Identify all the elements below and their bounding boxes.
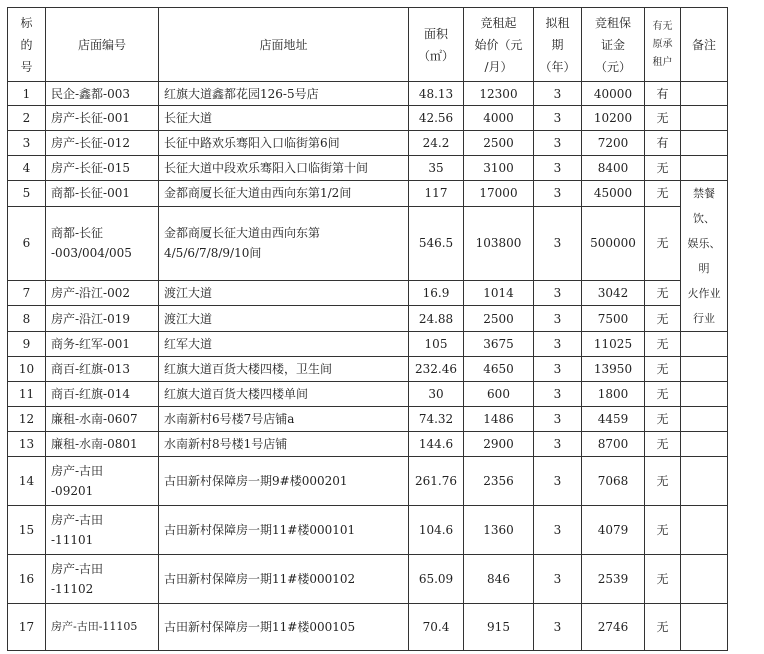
cell-code <box>46 506 159 555</box>
cell-address <box>159 280 409 306</box>
cell-address-line: 金都商厦长征大道由西向东第1/2间 <box>164 186 352 201</box>
cell-start-price: 2500 <box>464 131 534 156</box>
cell-area: 24.2 <box>409 131 464 156</box>
remark-line: 禁餐饮、 <box>693 187 715 225</box>
cell-period: 3 <box>534 306 582 332</box>
cell-deposit: 500000 <box>582 206 645 280</box>
cell-period: 3 <box>534 82 582 106</box>
cell-code <box>46 457 159 506</box>
cell-code-line: 商都-长征 <box>51 226 104 241</box>
cell-code <box>46 604 159 651</box>
cell-start-price: 12300 <box>464 82 534 106</box>
cell-code <box>46 82 159 106</box>
cell-deposit: 4079 <box>582 506 645 555</box>
cell-original-tenant: 无 <box>645 357 681 382</box>
cell-period: 3 <box>534 457 582 506</box>
cell-period: 3 <box>534 131 582 156</box>
cell-original-tenant: 无 <box>645 181 681 207</box>
cell-start-price: 17000 <box>464 181 534 207</box>
cell-address-line: 渡江大道 <box>164 311 213 326</box>
header-no: 标 的 号 <box>8 8 46 82</box>
cell-no: 3 <box>8 131 46 156</box>
header-period: 拟租 期 （年） <box>534 8 582 82</box>
table-row <box>8 432 728 457</box>
cell-address <box>159 206 409 280</box>
cell-address <box>159 457 409 506</box>
cell-code-line: 商都-长征-001 <box>51 186 131 201</box>
cell-address-line: 长征大道中段欢乐骞阳入口临街第十间 <box>164 161 369 175</box>
cell-start-price: 600 <box>464 382 534 407</box>
cell-code-line: 房产-长征-001 <box>51 111 131 125</box>
cell-original-tenant: 无 <box>645 506 681 555</box>
cell-address-line: 古田新村保障房一期11#楼000105 <box>164 620 356 634</box>
cell-code <box>46 156 159 181</box>
cell-start-price: 2900 <box>464 432 534 457</box>
cell-code <box>46 382 159 407</box>
cell-code <box>46 332 159 357</box>
cell-no: 6 <box>8 206 46 280</box>
cell-start-price: 2356 <box>464 457 534 506</box>
cell-area: 70.4 <box>409 604 464 651</box>
cell-address-line: 古田新村保障房一期9#楼000201 <box>164 474 348 488</box>
cell-address <box>159 332 409 357</box>
cell-remark-empty <box>681 131 728 156</box>
cell-area: 42.56 <box>409 106 464 131</box>
cell-address-line: 渡江大道 <box>164 285 213 300</box>
cell-original-tenant: 无 <box>645 332 681 357</box>
cell-address-line: 红旗大道百货大楼四楼单间 <box>164 387 309 401</box>
cell-period: 3 <box>534 106 582 131</box>
cell-deposit: 7068 <box>582 457 645 506</box>
cell-code-line: 民企-鑫都-003 <box>51 86 131 101</box>
cell-area: 546.5 <box>409 206 464 280</box>
cell-no: 13 <box>8 432 46 457</box>
cell-remark-empty <box>681 432 728 457</box>
table-row <box>8 181 728 207</box>
cell-address-line: 4/5/6/7/8/9/10间 <box>164 246 262 261</box>
cell-start-price: 4650 <box>464 357 534 382</box>
cell-original-tenant: 有 <box>645 131 681 156</box>
cell-code <box>46 106 159 131</box>
remark-line: 火作业 <box>687 287 721 300</box>
cell-no: 8 <box>8 306 46 332</box>
cell-deposit: 2539 <box>582 555 645 604</box>
cell-remark-empty <box>681 106 728 131</box>
cell-code-line: 房产-古田 <box>51 464 104 478</box>
cell-code-line: 房产-古田 <box>51 562 104 576</box>
cell-address-line: 长征中路欢乐骞阳入口临街第6间 <box>164 136 340 150</box>
cell-period: 3 <box>534 357 582 382</box>
cell-deposit: 11025 <box>582 332 645 357</box>
cell-no: 11 <box>8 382 46 407</box>
cell-period: 3 <box>534 382 582 407</box>
cell-no: 10 <box>8 357 46 382</box>
cell-remark-empty <box>681 506 728 555</box>
remark-line: 娱乐、明 <box>687 237 721 275</box>
header-area: 面积 （㎡） <box>409 8 464 82</box>
cell-address <box>159 131 409 156</box>
cell-no: 9 <box>8 332 46 357</box>
cell-address <box>159 306 409 332</box>
cell-code <box>46 306 159 332</box>
cell-remark-empty <box>681 156 728 181</box>
cell-no: 1 <box>8 82 46 106</box>
cell-start-price: 846 <box>464 555 534 604</box>
cell-code-line: 商百-红旗-014 <box>51 387 131 401</box>
cell-no: 14 <box>8 457 46 506</box>
header-original-tenant: 有无 原承 租户 <box>645 8 681 82</box>
cell-area: 105 <box>409 332 464 357</box>
cell-area: 117 <box>409 181 464 207</box>
cell-area: 30 <box>409 382 464 407</box>
cell-code <box>46 432 159 457</box>
cell-period: 3 <box>534 506 582 555</box>
table-row <box>8 306 728 332</box>
cell-address-line: 红军大道 <box>164 337 213 351</box>
cell-address <box>159 357 409 382</box>
cell-area: 48.13 <box>409 82 464 106</box>
cell-original-tenant: 无 <box>645 382 681 407</box>
cell-original-tenant: 无 <box>645 604 681 651</box>
cell-deposit: 1800 <box>582 382 645 407</box>
cell-no: 4 <box>8 156 46 181</box>
cell-period: 3 <box>534 432 582 457</box>
cell-original-tenant: 无 <box>645 206 681 280</box>
cell-start-price: 4000 <box>464 106 534 131</box>
cell-remark-empty <box>681 407 728 432</box>
cell-code-line: 廉租-水南-0801 <box>51 437 138 451</box>
cell-start-price: 915 <box>464 604 534 651</box>
cell-deposit: 7200 <box>582 131 645 156</box>
cell-code-line: 房产-古田 <box>51 513 104 527</box>
cell-area: 24.88 <box>409 306 464 332</box>
cell-area: 144.6 <box>409 432 464 457</box>
cell-original-tenant: 无 <box>645 457 681 506</box>
cell-address-line: 古田新村保障房一期11#楼000101 <box>164 523 356 537</box>
cell-code <box>46 280 159 306</box>
cell-start-price: 1486 <box>464 407 534 432</box>
cell-address <box>159 156 409 181</box>
cell-area: 35 <box>409 156 464 181</box>
table-row <box>8 280 728 306</box>
table-wrapper <box>7 7 728 651</box>
cell-start-price: 3675 <box>464 332 534 357</box>
cell-code-line: -11102 <box>51 582 94 596</box>
cell-address-line: 水南新村8号楼1号店铺 <box>164 437 288 451</box>
cell-no: 7 <box>8 280 46 306</box>
cell-address-line: 长征大道 <box>164 111 213 125</box>
table-row <box>8 106 728 131</box>
header-address: 店面地址 <box>159 8 409 82</box>
table-row <box>8 131 728 156</box>
header-code: 店面编号 <box>46 8 159 82</box>
cell-start-price: 1014 <box>464 280 534 306</box>
cell-code-line: 房产-长征-015 <box>51 161 131 175</box>
cell-deposit: 45000 <box>582 181 645 207</box>
cell-area: 232.46 <box>409 357 464 382</box>
table-row <box>8 82 728 106</box>
cell-address <box>159 555 409 604</box>
cell-address <box>159 82 409 106</box>
cell-remark-empty <box>681 555 728 604</box>
cell-remark-empty <box>681 604 728 651</box>
cell-deposit: 2746 <box>582 604 645 651</box>
header-row <box>8 8 728 82</box>
cell-deposit: 13950 <box>582 357 645 382</box>
cell-deposit: 3042 <box>582 280 645 306</box>
cell-original-tenant: 有 <box>645 82 681 106</box>
cell-period: 3 <box>534 206 582 280</box>
cell-address <box>159 432 409 457</box>
cell-start-price: 2500 <box>464 306 534 332</box>
cell-address <box>159 604 409 651</box>
table-row <box>8 506 728 555</box>
cell-deposit: 7500 <box>582 306 645 332</box>
cell-code-line: 房产-沿江-019 <box>51 311 131 326</box>
table-body <box>8 82 728 651</box>
table-row <box>8 604 728 651</box>
cell-code-line: 商务-红军-001 <box>51 337 131 351</box>
cell-deposit: 40000 <box>582 82 645 106</box>
cell-remark <box>681 181 728 332</box>
cell-no: 16 <box>8 555 46 604</box>
cell-address <box>159 407 409 432</box>
table-row <box>8 156 728 181</box>
cell-period: 3 <box>534 280 582 306</box>
cell-code <box>46 357 159 382</box>
cell-code-line: 房产-沿江-002 <box>51 285 131 300</box>
cell-address <box>159 382 409 407</box>
cell-address <box>159 106 409 131</box>
cell-deposit: 8400 <box>582 156 645 181</box>
cell-no: 5 <box>8 181 46 207</box>
table-row <box>8 407 728 432</box>
cell-no: 2 <box>8 106 46 131</box>
cell-address <box>159 506 409 555</box>
header-deposit: 竞租保 证金 （元） <box>582 8 645 82</box>
cell-address-line: 红旗大道鑫都花园126-5号店 <box>164 86 319 101</box>
cell-period: 3 <box>534 604 582 651</box>
header-remark: 备注 <box>681 8 728 82</box>
table-row <box>8 206 728 280</box>
cell-original-tenant: 无 <box>645 106 681 131</box>
cell-code <box>46 206 159 280</box>
cell-address-line: 金都商厦长征大道由西向东第 <box>164 226 321 241</box>
cell-original-tenant: 无 <box>645 156 681 181</box>
cell-remark-empty <box>681 382 728 407</box>
cell-code <box>46 555 159 604</box>
cell-code-line: 房产-长征-012 <box>51 136 131 150</box>
cell-code-line: -09201 <box>51 484 94 498</box>
shop-lease-table <box>7 7 728 651</box>
cell-code-line: 廉租-水南-0607 <box>51 412 138 426</box>
header-start-price: 竞租起 始价（元 /月） <box>464 8 534 82</box>
cell-period: 3 <box>534 156 582 181</box>
cell-deposit: 4459 <box>582 407 645 432</box>
cell-address-line: 古田新村保障房一期11#楼000102 <box>164 572 356 586</box>
cell-original-tenant: 无 <box>645 432 681 457</box>
table-row <box>8 382 728 407</box>
cell-code-line: -003/004/005 <box>51 246 132 261</box>
cell-period: 3 <box>534 407 582 432</box>
cell-deposit: 10200 <box>582 106 645 131</box>
cell-start-price: 3100 <box>464 156 534 181</box>
cell-address-line: 水南新村6号楼7号店铺a <box>164 412 295 426</box>
cell-original-tenant: 无 <box>645 407 681 432</box>
table-row <box>8 457 728 506</box>
remark-line: 行业 <box>693 312 715 325</box>
cell-no: 12 <box>8 407 46 432</box>
cell-area: 261.76 <box>409 457 464 506</box>
cell-deposit: 8700 <box>582 432 645 457</box>
cell-code <box>46 131 159 156</box>
cell-start-price: 103800 <box>464 206 534 280</box>
cell-original-tenant: 无 <box>645 280 681 306</box>
cell-address <box>159 181 409 207</box>
cell-no: 17 <box>8 604 46 651</box>
cell-original-tenant: 无 <box>645 306 681 332</box>
cell-period: 3 <box>534 332 582 357</box>
cell-code-line: 房产-古田-11105 <box>51 620 138 633</box>
cell-original-tenant: 无 <box>645 555 681 604</box>
cell-period: 3 <box>534 181 582 207</box>
cell-code-line: -11101 <box>51 533 94 547</box>
cell-remark-empty <box>681 457 728 506</box>
table-row <box>8 555 728 604</box>
cell-remark-empty <box>681 357 728 382</box>
cell-no: 15 <box>8 506 46 555</box>
cell-area: 104.6 <box>409 506 464 555</box>
cell-code <box>46 181 159 207</box>
table-row <box>8 332 728 357</box>
cell-remark-empty <box>681 332 728 357</box>
cell-area: 65.09 <box>409 555 464 604</box>
cell-address-line: 红旗大道百货大楼四楼，卫生间 <box>164 362 333 376</box>
cell-start-price: 1360 <box>464 506 534 555</box>
cell-period: 3 <box>534 555 582 604</box>
table-row <box>8 357 728 382</box>
cell-code <box>46 407 159 432</box>
cell-remark-empty <box>681 82 728 106</box>
cell-area: 74.32 <box>409 407 464 432</box>
cell-area: 16.9 <box>409 280 464 306</box>
cell-code-line: 商百-红旗-013 <box>51 362 131 376</box>
